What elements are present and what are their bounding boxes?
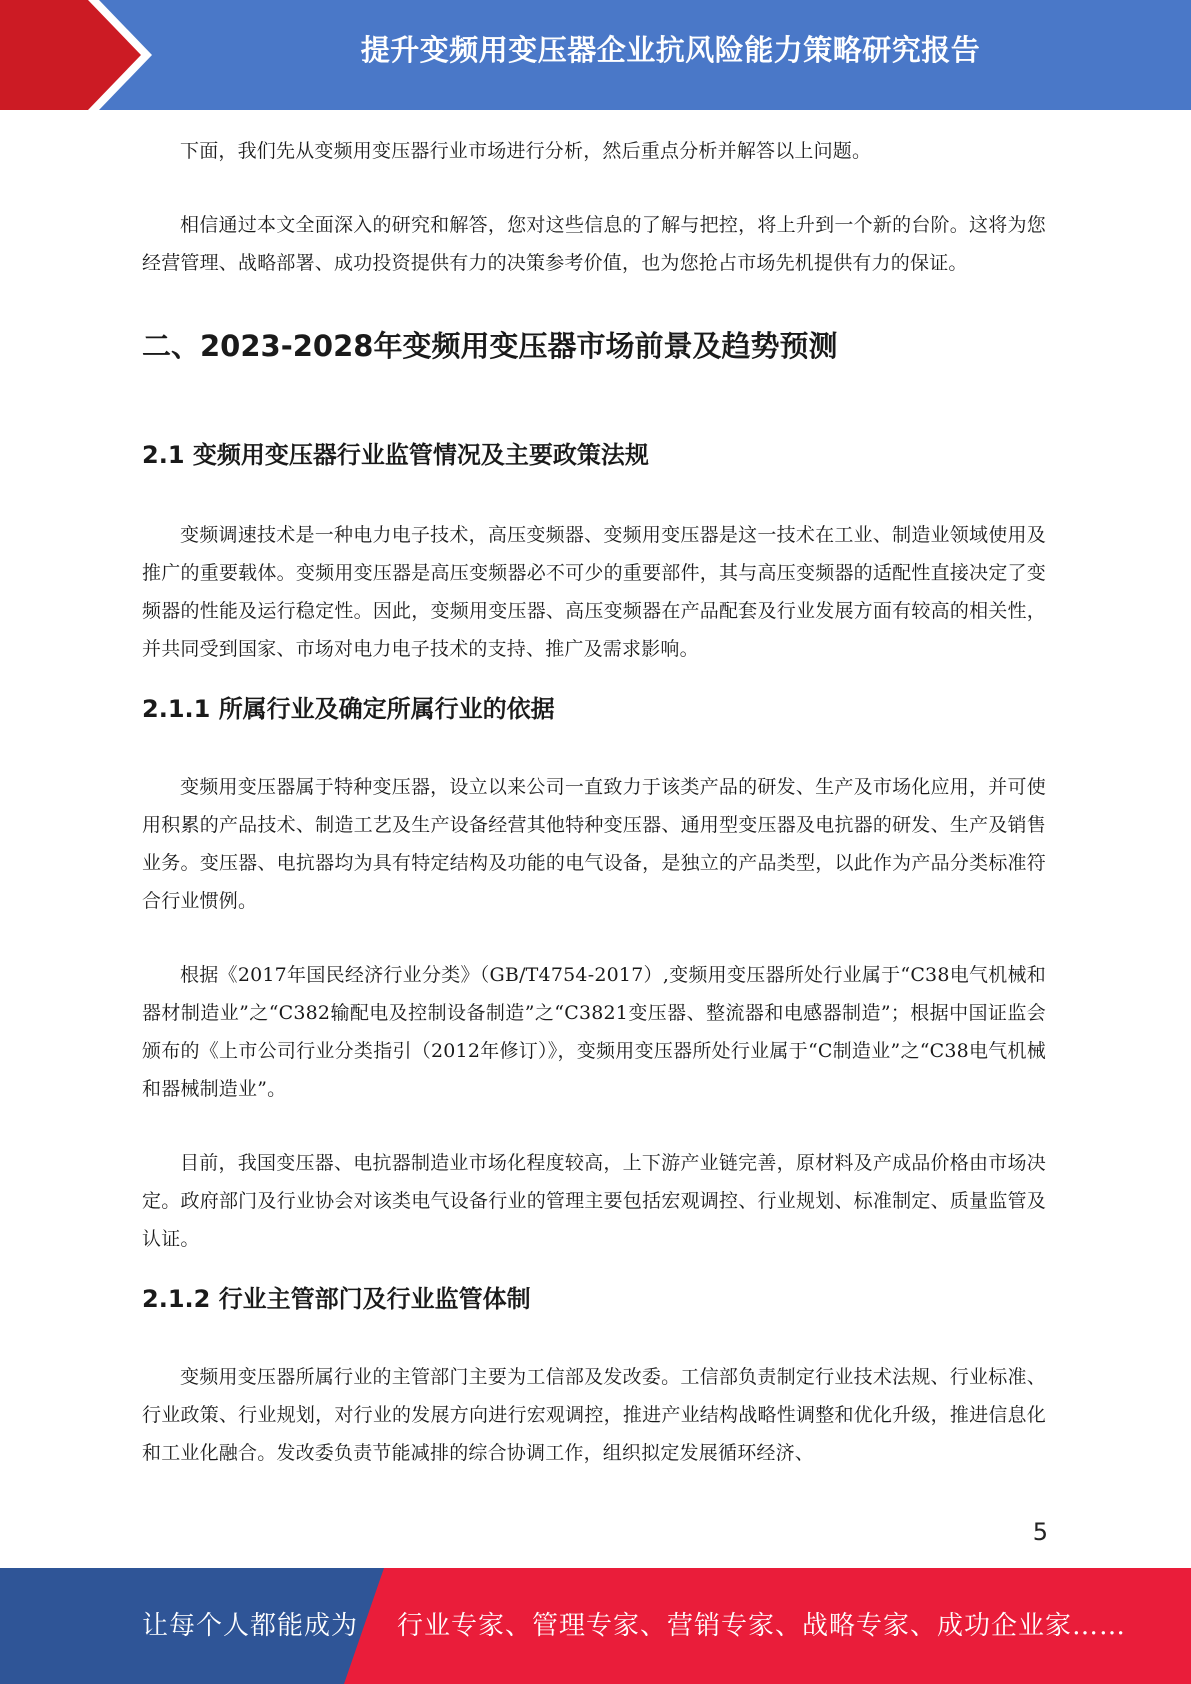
subsection-heading-2-1: 2.1 变频用变压器行业监管情况及主要政策法规 [142, 441, 649, 469]
footer-slogan-right: 行业专家、管理专家、营销专家、战略专家、成功企业家…… [397, 1611, 1127, 1641]
report-title: 提升变频用变压器企业抗风险能力策略研究报告 [360, 33, 981, 67]
subsection-heading-2-1-1: 2.1.1 所属行业及确定所属行业的依据 [142, 695, 555, 723]
paragraph-2-1-1-c: 目前，我国变压器、电抗器制造业市场化程度较高，上下游产业链完善，原材料及产成品价格由市场决定。政府部门及行业协会对该类电气设备行业的管理主要包括宏观调控、行业规划、标准制定、质量监管及认证。 [142, 1152, 1046, 1250]
intro-paragraph-1: 下面，我们先从变频用变压器行业市场进行分析，然后重点分析并解答以上问题。 [180, 140, 872, 162]
footer-slogan-left: 让每个人都能成为 [142, 1611, 359, 1641]
page-content [142, 132, 1046, 1472]
page-number: 5 [1032, 1518, 1048, 1546]
page-footer [0, 1568, 1191, 1684]
paragraph-2-1: 变频调速技术是一种电力电子技术，高压变频器、变频用变压器是这一技术在工业、制造业领域使用及推广的重要载体。变频用变压器是高压变频器必不可少的重要部件，其与高压变频器的适配性直接决定了变频器的性能及运行稳定性。因此，变频用变压器、高压变频器在产品配套及行业发展方面有较高的相关性，并共同受到国家、市场对电力电子技术的支持、推广及需求影响。 [142, 524, 1046, 660]
paragraph-2-1-1-a: 变频用变压器属于特种变压器，设立以来公司一直致力于该类产品的研发、生产及市场化应用，并可使用积累的产品技术、制造工艺及生产设备经营其他特种变压器、通用型变压器及电抗器的研发、生产及销售业务。变压器、电抗器均为具有特定结构及功能的电气设备，是独立的产品类型，以此作为产品分类标准符合行业惯例。 [142, 776, 1046, 912]
paragraph-2-1-2: 变频用变压器所属行业的主管部门主要为工信部及发改委。工信部负责制定行业技术法规、行业标准、行业政策、行业规划，对行业的发展方向进行宏观调控，推进产业结构战略性调整和优化升级，推进信息化和工业化融合。发改委负责节能减排的综合协调工作，组织拟定发展循环经济、 [142, 1366, 1046, 1464]
paragraph-2-1-1-b: 根据《2017年国民经济行业分类》（GB/T4754-2017）,变频用变压器所处行业属于“C38电气机械和器材制造业”之“C382输配电及控制设备制造”之“C3821变压器、整流器和电感器制造”；根据中国证监会颁布的《上市公司行业分类指引（2012年修订）》，变频用变压器所处行业属于“C制造业”之“C38电气机械和器械制造业”。 [142, 964, 1046, 1100]
subsection-heading-2-1-2: 2.1.2 行业主管部门及行业监管体制 [142, 1285, 531, 1313]
intro-paragraph-2: 相信通过本文全面深入的研究和解答，您对这些信息的了解与把控，将上升到一个新的台阶。这将为您经营管理、战略部署、成功投资提供有力的决策参考价值，也为您抢占市场先机提供有力的保证。 [142, 214, 1046, 274]
page-header [0, 0, 1191, 110]
section-heading: 二、2023-2028年变频用变压器市场前景及趋势预测 [142, 329, 838, 363]
header-arrow-decoration [0, 0, 160, 110]
